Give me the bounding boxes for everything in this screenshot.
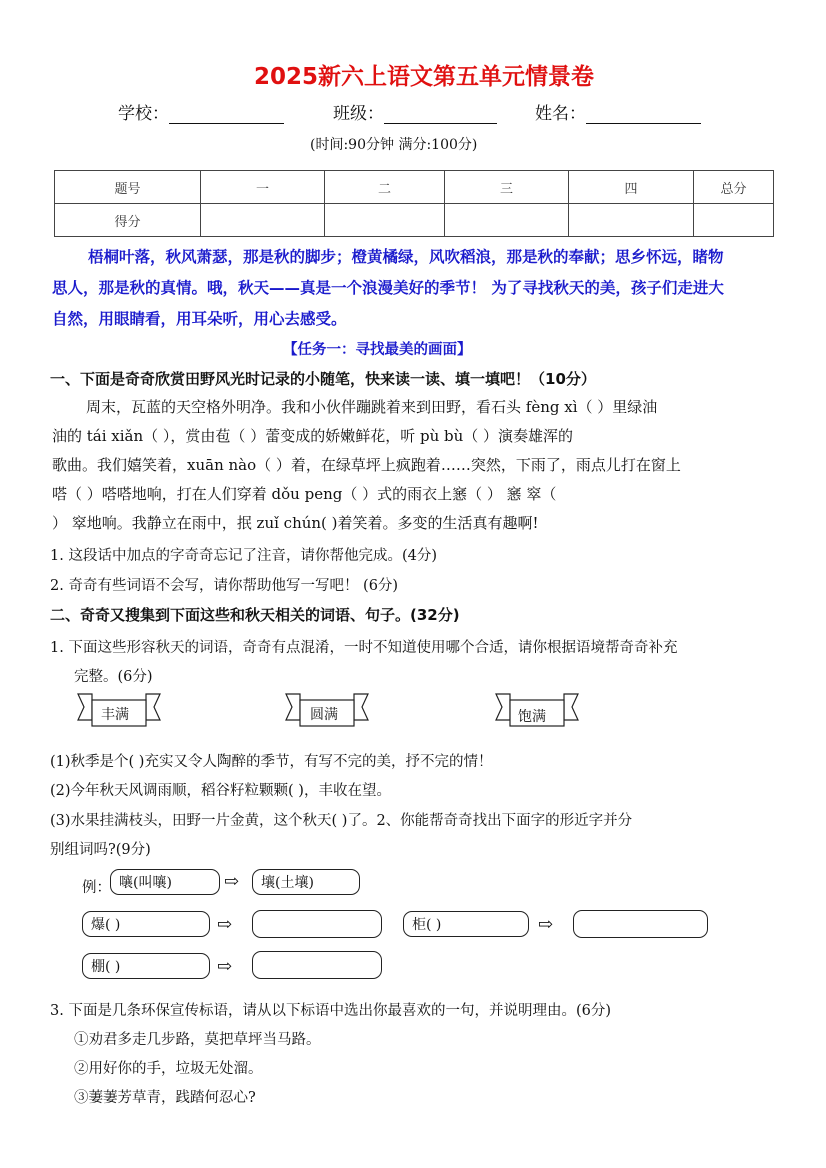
char-box-2[interactable] bbox=[403, 911, 529, 937]
score-cell[interactable] bbox=[325, 204, 445, 237]
section2-heading: 二、奇奇又搜集到下面这些和秋天相关的词语、句子。(32分) bbox=[50, 606, 460, 624]
intro-line: 思人，那是秋的真情。哦，秋天——真是一个浪漫美好的季节！ 为了寻找秋天的美，孩子们走进大 bbox=[52, 279, 724, 297]
arrow-right-icon: ⇨ bbox=[224, 871, 240, 892]
score-table-header-row bbox=[55, 171, 774, 204]
word-banner-2 bbox=[282, 690, 372, 730]
name-field[interactable] bbox=[535, 99, 701, 124]
section2-question-1-cont: 完整。(6分) bbox=[74, 669, 153, 685]
school-label: 学校： bbox=[118, 104, 169, 124]
name-blank[interactable] bbox=[586, 105, 701, 124]
arrow-right-icon: ⇨ bbox=[217, 956, 233, 977]
score-table-header-cell: 三 bbox=[445, 171, 569, 204]
answer-box-1[interactable] bbox=[252, 910, 382, 938]
passage-line: 周末，瓦蓝的天空格外明净。我和小伙伴蹦跳着来到田野，看石头 fèng xì（ ）里绿油 bbox=[86, 398, 658, 416]
name-label: 姓名： bbox=[535, 104, 586, 124]
example-right-text: 壤(土壤) bbox=[261, 875, 314, 891]
passage-line: 油的 tái xiǎn（ ），赏由苞（ ）蕾变成的娇嫩鲜花，听 pù bù（ ）演奏雄浑的 bbox=[52, 427, 574, 445]
word-banner-1 bbox=[74, 690, 164, 730]
time-note: (时间:90分钟 满分:100分) bbox=[310, 137, 478, 153]
school-field[interactable] bbox=[118, 99, 284, 124]
word-option: 圆满 bbox=[310, 707, 338, 723]
section2-question-1: 1. 下面这些形容秋天的词语，奇奇有点混淆，一时不知道使用哪个合适，请你根据语境帮奇奇补充 bbox=[50, 640, 678, 656]
sentence-3-cont: 别组词吗?(9分) bbox=[50, 842, 151, 858]
char-label: 棚( ) bbox=[91, 959, 121, 975]
class-field[interactable] bbox=[333, 99, 497, 124]
class-blank[interactable] bbox=[384, 105, 497, 124]
section1-question-2: 2. 奇奇有些词语不会写，请你帮助他写一写吧！ (6分) bbox=[50, 578, 399, 594]
answer-box-2[interactable] bbox=[573, 910, 708, 938]
intro-line: 梧桐叶落，秋风萧瑟，那是秋的脚步；橙黄橘绿，风吹稻浪，那是秋的奉献；思乡怀远，睹物 bbox=[88, 248, 724, 266]
example-left-text: 嚷(叫嚷) bbox=[119, 875, 172, 891]
passage-line: 嗒（ ）嗒嗒地响，打在人们穿着 dǒu peng（ ）式的雨衣上窸（ ） 窸 窣（ bbox=[52, 485, 557, 503]
passage-line: ） 窣地响。我静立在雨中，抿 zuǐ chún( )着笑着。多变的生活真有趣啊! bbox=[52, 514, 539, 532]
char-box-1[interactable] bbox=[82, 911, 210, 937]
task-heading: 【任务一：寻找最美的画面】 bbox=[283, 342, 472, 358]
score-table-header-cell: 一 bbox=[201, 171, 325, 204]
slogan-item: ①劝君多走几步路，莫把草坪当马路。 bbox=[74, 1032, 321, 1048]
char-box-3[interactable] bbox=[82, 953, 210, 979]
sentence-1: (1)秋季是个( )充实又令人陶醉的季节，有写不完的美，抒不完的情！ bbox=[50, 754, 493, 770]
slogan-item: ③萋萋芳草青，践踏何忍心? bbox=[74, 1090, 256, 1106]
example-left-box bbox=[110, 869, 220, 895]
char-label: 爆( ) bbox=[91, 917, 121, 933]
word-option: 丰满 bbox=[101, 707, 129, 723]
class-label: 班级： bbox=[333, 104, 384, 124]
school-blank[interactable] bbox=[169, 105, 284, 124]
score-table-header-cell: 题号 bbox=[55, 171, 201, 204]
intro-line: 自然，用眼睛看，用耳朵听，用心去感受。 bbox=[52, 310, 347, 328]
passage-line: 歌曲。我们嬉笑着，xuān nào（ ）着，在绿草坪上疯跑着……突然，下雨了，雨点儿打在窗上 bbox=[52, 456, 681, 474]
section1-heading: 一、下面是奇奇欣赏田野风光时记录的小随笔，快来读一读、填一填吧！（10分） bbox=[50, 370, 596, 388]
score-cell[interactable] bbox=[694, 204, 774, 237]
score-table-header-cell: 二 bbox=[325, 171, 445, 204]
example-label: 例： bbox=[82, 880, 111, 896]
sentence-2: (2)今年秋天风调雨顺，稻谷籽粒颗颗( )，丰收在望。 bbox=[50, 783, 391, 799]
score-cell[interactable] bbox=[445, 204, 569, 237]
page-title: 2025新六上语文第五单元情景卷 bbox=[254, 64, 595, 90]
score-table-score-row bbox=[55, 204, 774, 237]
section1-question-1: 1. 这段话中加点的字奇奇忘记了注音，请你帮他完成。(4分) bbox=[50, 548, 437, 564]
score-table-header-cell: 四 bbox=[569, 171, 694, 204]
sentence-3: (3)水果挂满枝头，田野一片金黄，这个秋天( )了。2、你能帮奇奇找出下面字的形近字并分 bbox=[50, 813, 633, 829]
score-cell[interactable] bbox=[569, 204, 694, 237]
score-row-label: 得分 bbox=[55, 204, 201, 237]
arrow-right-icon: ⇨ bbox=[217, 914, 233, 935]
arrow-right-icon: ⇨ bbox=[538, 914, 554, 935]
word-option: 饱满 bbox=[518, 709, 546, 725]
score-table bbox=[54, 170, 774, 237]
section2-question-3: 3. 下面是几条环保宣传标语，请从以下标语中选出你最喜欢的一句，并说明理由。(6分) bbox=[50, 1003, 611, 1019]
example-right-box bbox=[252, 869, 360, 895]
char-label: 柜( ) bbox=[412, 917, 442, 933]
answer-box-3[interactable] bbox=[252, 951, 382, 979]
word-banner-3 bbox=[492, 690, 582, 730]
score-cell[interactable] bbox=[201, 204, 325, 237]
slogan-item: ②用好你的手，垃圾无处溜。 bbox=[74, 1061, 263, 1077]
score-table-header-cell: 总分 bbox=[694, 171, 774, 204]
